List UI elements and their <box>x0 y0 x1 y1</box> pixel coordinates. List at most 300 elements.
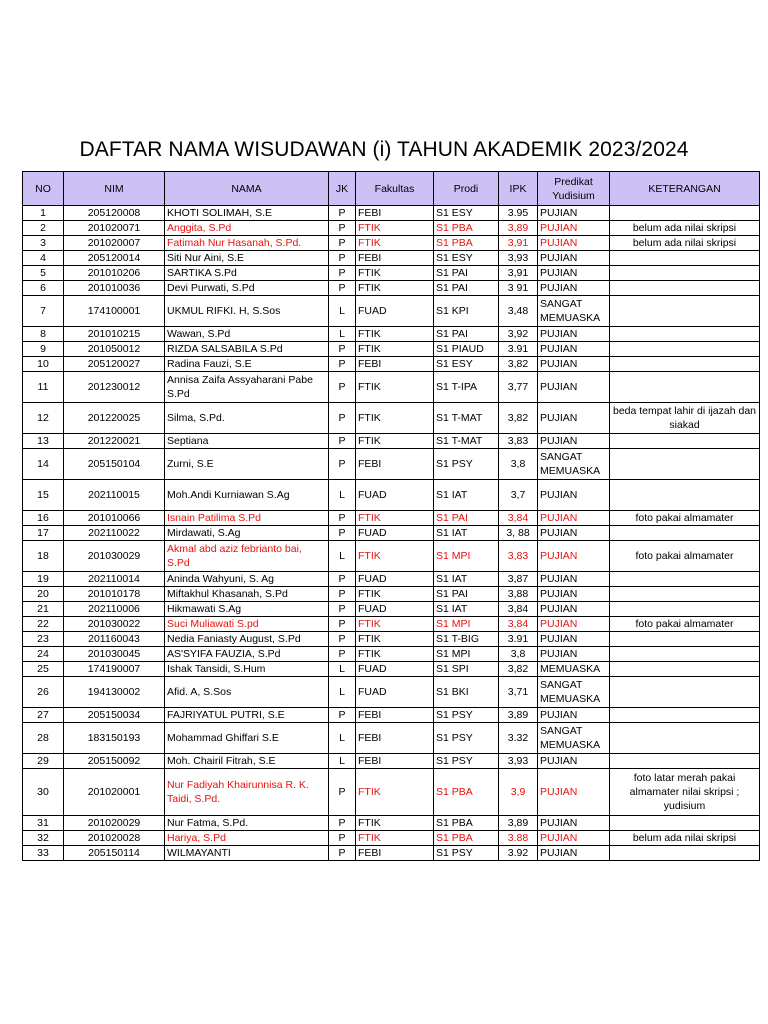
cell-predikat: PUJIAN <box>538 587 610 602</box>
cell-nim: 201010066 <box>64 511 165 526</box>
cell-no: 10 <box>23 357 64 372</box>
cell-prodi: S1 PIAUD <box>434 342 499 357</box>
cell-keterangan: beda tempat lahir di ijazah dan siakad <box>610 403 760 434</box>
cell-jk: L <box>329 723 356 754</box>
cell-nama: Silma, S.Pd. <box>165 403 329 434</box>
cell-no: 8 <box>23 327 64 342</box>
cell-jk: L <box>329 480 356 511</box>
cell-fakultas: FTIK <box>356 236 434 251</box>
graduate-table <box>22 171 760 861</box>
cell-predikat: MEMUASKA <box>538 662 610 677</box>
cell-keterangan <box>610 662 760 677</box>
cell-ipk: 3,89 <box>499 708 538 723</box>
cell-jk: P <box>329 372 356 403</box>
table-row <box>23 769 760 816</box>
cell-nim: 201010036 <box>64 281 165 296</box>
cell-prodi: S1 MPI <box>434 617 499 632</box>
cell-fakultas: FEBI <box>356 449 434 480</box>
cell-no: 28 <box>23 723 64 754</box>
cell-predikat: PUJIAN <box>538 816 610 831</box>
table-row <box>23 831 760 846</box>
cell-ipk: 3,92 <box>499 327 538 342</box>
cell-jk: P <box>329 357 356 372</box>
cell-keterangan: foto pakai almamater <box>610 511 760 526</box>
cell-nama: SARTIKA S.Pd <box>165 266 329 281</box>
cell-prodi: S1 PBA <box>434 221 499 236</box>
cell-ipk: 3,48 <box>499 296 538 327</box>
table-body <box>23 206 760 861</box>
cell-jk: L <box>329 662 356 677</box>
cell-nama: Mirdawati, S.Ag <box>165 526 329 541</box>
cell-keterangan <box>610 327 760 342</box>
cell-nim: 201230012 <box>64 372 165 403</box>
cell-predikat: PUJIAN <box>538 327 610 342</box>
cell-prodi: S1 PSY <box>434 846 499 861</box>
cell-ipk: 3,8 <box>499 647 538 662</box>
cell-no: 33 <box>23 846 64 861</box>
cell-ipk: 3.88 <box>499 831 538 846</box>
cell-jk: P <box>329 602 356 617</box>
cell-jk: P <box>329 572 356 587</box>
cell-no: 29 <box>23 754 64 769</box>
cell-nim: 201220021 <box>64 434 165 449</box>
cell-ipk: 3,89 <box>499 221 538 236</box>
cell-no: 22 <box>23 617 64 632</box>
table-row <box>23 511 760 526</box>
cell-predikat: PUJIAN <box>538 221 610 236</box>
cell-nim: 201010206 <box>64 266 165 281</box>
cell-prodi: S1 IAT <box>434 602 499 617</box>
cell-prodi: S1 BKI <box>434 677 499 708</box>
cell-jk: P <box>329 526 356 541</box>
table-row <box>23 541 760 572</box>
cell-ipk: 3.91 <box>499 342 538 357</box>
cell-predikat: PUJIAN <box>538 480 610 511</box>
cell-fakultas: FEBI <box>356 846 434 861</box>
header-nim: NIM <box>64 172 165 206</box>
cell-predikat: PUJIAN <box>538 602 610 617</box>
cell-ipk: 3.95 <box>499 206 538 221</box>
cell-fakultas: FTIK <box>356 541 434 572</box>
cell-nim: 205120027 <box>64 357 165 372</box>
cell-ipk: 3,7 <box>499 480 538 511</box>
cell-fakultas: FTIK <box>356 587 434 602</box>
header-ipk: IPK <box>499 172 538 206</box>
cell-nama: Nedia Faniasty August, S.Pd <box>165 632 329 647</box>
cell-nim: 202110014 <box>64 572 165 587</box>
table-row <box>23 206 760 221</box>
cell-nim: 174190007 <box>64 662 165 677</box>
cell-ipk: 3,88 <box>499 587 538 602</box>
cell-no: 30 <box>23 769 64 816</box>
table-row <box>23 327 760 342</box>
header-nama: NAMA <box>165 172 329 206</box>
cell-nama: Septiana <box>165 434 329 449</box>
cell-no: 13 <box>23 434 64 449</box>
cell-prodi: S1 IAT <box>434 480 499 511</box>
cell-fakultas: FTIK <box>356 769 434 816</box>
cell-keterangan <box>610 281 760 296</box>
cell-nama: Nur Fatma, S.Pd. <box>165 816 329 831</box>
document-title: DAFTAR NAMA WISUDAWAN (i) TAHUN AKADEMIK 2023/2024 <box>79 138 689 161</box>
cell-jk: P <box>329 206 356 221</box>
cell-keterangan <box>610 251 760 266</box>
cell-predikat: PUJIAN <box>538 617 610 632</box>
cell-nama: Wawan, S.Pd <box>165 327 329 342</box>
cell-fakultas: FTIK <box>356 221 434 236</box>
table-row <box>23 342 760 357</box>
cell-nim: 183150193 <box>64 723 165 754</box>
cell-fakultas: FUAD <box>356 572 434 587</box>
cell-keterangan: foto latar merah pakai almamater nilai skripsi ; yudisium <box>610 769 760 816</box>
cell-predikat: PUJIAN <box>538 372 610 403</box>
cell-ipk: 3,83 <box>499 541 538 572</box>
cell-prodi: S1 PAI <box>434 587 499 602</box>
cell-ipk: 3,82 <box>499 357 538 372</box>
table-row <box>23 403 760 434</box>
cell-ipk: 3 91 <box>499 281 538 296</box>
cell-predikat: PUJIAN <box>538 831 610 846</box>
table-row <box>23 434 760 449</box>
header-keterangan: KETERANGAN <box>610 172 760 206</box>
cell-jk: P <box>329 342 356 357</box>
cell-predikat: PUJIAN <box>538 708 610 723</box>
cell-ipk: 3,93 <box>499 754 538 769</box>
cell-keterangan <box>610 449 760 480</box>
table-row <box>23 296 760 327</box>
cell-predikat: SANGAT MEMUASKA <box>538 677 610 708</box>
cell-no: 27 <box>23 708 64 723</box>
cell-keterangan: belum ada nilai skripsi <box>610 236 760 251</box>
cell-nim: 205150114 <box>64 846 165 861</box>
cell-keterangan <box>610 647 760 662</box>
cell-fakultas: FTIK <box>356 327 434 342</box>
table-row <box>23 617 760 632</box>
cell-nim: 201020007 <box>64 236 165 251</box>
cell-keterangan <box>610 754 760 769</box>
cell-jk: P <box>329 281 356 296</box>
cell-nim: 202110015 <box>64 480 165 511</box>
cell-jk: L <box>329 296 356 327</box>
cell-keterangan: foto pakai almamater <box>610 617 760 632</box>
cell-jk: P <box>329 236 356 251</box>
cell-ipk: 3.91 <box>499 632 538 647</box>
cell-jk: P <box>329 587 356 602</box>
cell-nama: Radina Fauzi, S.E <box>165 357 329 372</box>
cell-keterangan <box>610 723 760 754</box>
cell-jk: P <box>329 221 356 236</box>
cell-prodi: S1 IAT <box>434 526 499 541</box>
table-row <box>23 647 760 662</box>
cell-nim: 201020028 <box>64 831 165 846</box>
cell-fakultas: FEBI <box>356 251 434 266</box>
cell-fakultas: FTIK <box>356 372 434 403</box>
cell-no: 9 <box>23 342 64 357</box>
cell-keterangan <box>610 708 760 723</box>
cell-ipk: 3,77 <box>499 372 538 403</box>
table-row <box>23 572 760 587</box>
cell-nama: Moh. Chairil Fitrah, S.E <box>165 754 329 769</box>
cell-prodi: S1 ESY <box>434 357 499 372</box>
cell-no: 14 <box>23 449 64 480</box>
cell-prodi: S1 MPI <box>434 541 499 572</box>
cell-predikat: PUJIAN <box>538 342 610 357</box>
cell-no: 15 <box>23 480 64 511</box>
table-row <box>23 281 760 296</box>
table-row <box>23 221 760 236</box>
cell-prodi: S1 T-BIG <box>434 632 499 647</box>
cell-nama: AS'SYIFA FAUZIA, S.Pd <box>165 647 329 662</box>
cell-keterangan <box>610 572 760 587</box>
cell-predikat: PUJIAN <box>538 251 610 266</box>
cell-nama: Akmal abd aziz febrianto bai, S.Pd <box>165 541 329 572</box>
cell-nama: Devi Purwati, S.Pd <box>165 281 329 296</box>
cell-nama: Hariya, S.Pd <box>165 831 329 846</box>
cell-fakultas: FTIK <box>356 831 434 846</box>
cell-fakultas: FTIK <box>356 617 434 632</box>
cell-ipk: 3,84 <box>499 602 538 617</box>
cell-prodi: S1 PBA <box>434 769 499 816</box>
table-row <box>23 357 760 372</box>
cell-predikat: PUJIAN <box>538 206 610 221</box>
header-no: NO <box>23 172 64 206</box>
cell-predikat: PUJIAN <box>538 572 610 587</box>
header-fakultas: Fakultas <box>356 172 434 206</box>
cell-prodi: S1 PAI <box>434 266 499 281</box>
cell-nim: 201220025 <box>64 403 165 434</box>
cell-no: 6 <box>23 281 64 296</box>
cell-fakultas: FTIK <box>356 342 434 357</box>
cell-no: 1 <box>23 206 64 221</box>
cell-nama: Hikmawati S.Ag <box>165 602 329 617</box>
cell-nim: 205150034 <box>64 708 165 723</box>
cell-jk: L <box>329 754 356 769</box>
cell-nama: Siti Nur Aini, S.E <box>165 251 329 266</box>
cell-no: 18 <box>23 541 64 572</box>
cell-fakultas: FEBI <box>356 357 434 372</box>
cell-jk: P <box>329 769 356 816</box>
cell-predikat: PUJIAN <box>538 754 610 769</box>
cell-prodi: S1 ESY <box>434 251 499 266</box>
header-prodi: Prodi <box>434 172 499 206</box>
cell-ipk: 3,84 <box>499 617 538 632</box>
cell-no: 2 <box>23 221 64 236</box>
cell-keterangan: foto pakai almamater <box>610 541 760 572</box>
cell-nama: Afid. A, S.Sos <box>165 677 329 708</box>
cell-fakultas: FTIK <box>356 511 434 526</box>
cell-fakultas: FUAD <box>356 480 434 511</box>
cell-jk: P <box>329 434 356 449</box>
cell-jk: P <box>329 266 356 281</box>
cell-nama: Aninda Wahyuni, S. Ag <box>165 572 329 587</box>
cell-no: 23 <box>23 632 64 647</box>
cell-prodi: S1 PAI <box>434 281 499 296</box>
cell-fakultas: FTIK <box>356 647 434 662</box>
cell-nim: 201160043 <box>64 632 165 647</box>
cell-no: 26 <box>23 677 64 708</box>
cell-no: 24 <box>23 647 64 662</box>
cell-jk: P <box>329 846 356 861</box>
cell-no: 17 <box>23 526 64 541</box>
cell-fakultas: FEBI <box>356 754 434 769</box>
cell-ipk: 3, 88 <box>499 526 538 541</box>
cell-fakultas: FTIK <box>356 266 434 281</box>
cell-predikat: PUJIAN <box>538 403 610 434</box>
cell-jk: P <box>329 831 356 846</box>
cell-nama: FAJRIYATUL PUTRI, S.E <box>165 708 329 723</box>
cell-jk: P <box>329 816 356 831</box>
cell-ipk: 3,82 <box>499 403 538 434</box>
cell-keterangan <box>610 206 760 221</box>
cell-jk: P <box>329 617 356 632</box>
cell-keterangan <box>610 632 760 647</box>
table-row <box>23 846 760 861</box>
cell-fakultas: FUAD <box>356 526 434 541</box>
table-row <box>23 632 760 647</box>
cell-no: 31 <box>23 816 64 831</box>
cell-nim: 202110006 <box>64 602 165 617</box>
cell-prodi: S1 PBA <box>434 831 499 846</box>
cell-ipk: 3,91 <box>499 236 538 251</box>
cell-nim: 201020071 <box>64 221 165 236</box>
cell-ipk: 3,91 <box>499 266 538 281</box>
cell-predikat: PUJIAN <box>538 647 610 662</box>
cell-nim: 174100001 <box>64 296 165 327</box>
cell-no: 12 <box>23 403 64 434</box>
cell-predikat: PUJIAN <box>538 541 610 572</box>
cell-nama: Isnain Patilima S.Pd <box>165 511 329 526</box>
cell-nama: KHOTI SOLIMAH, S.E <box>165 206 329 221</box>
cell-jk: P <box>329 449 356 480</box>
cell-predikat: PUJIAN <box>538 511 610 526</box>
cell-nama: WILMAYANTI <box>165 846 329 861</box>
cell-predikat: SANGAT MEMUASKA <box>538 449 610 480</box>
table-row <box>23 754 760 769</box>
cell-nim: 205120014 <box>64 251 165 266</box>
cell-ipk: 3,8 <box>499 449 538 480</box>
table-row <box>23 372 760 403</box>
cell-predikat: PUJIAN <box>538 357 610 372</box>
cell-keterangan <box>610 480 760 511</box>
cell-ipk: 3,82 <box>499 662 538 677</box>
cell-prodi: S1 MPI <box>434 647 499 662</box>
cell-predikat: PUJIAN <box>538 632 610 647</box>
cell-fakultas: FUAD <box>356 296 434 327</box>
cell-nim: 201010178 <box>64 587 165 602</box>
cell-prodi: S1 T-IPA <box>434 372 499 403</box>
cell-nim: 202110022 <box>64 526 165 541</box>
cell-prodi: S1 PBA <box>434 816 499 831</box>
cell-ipk: 3,71 <box>499 677 538 708</box>
cell-nim: 205120008 <box>64 206 165 221</box>
header-row <box>23 172 760 206</box>
table-row <box>23 677 760 708</box>
table-row <box>23 723 760 754</box>
cell-prodi: S1 T-MAT <box>434 403 499 434</box>
cell-nim: 201020001 <box>64 769 165 816</box>
cell-nama: RIZDA SALSABILA S.Pd <box>165 342 329 357</box>
cell-keterangan <box>610 357 760 372</box>
cell-ipk: 3,84 <box>499 511 538 526</box>
cell-fakultas: FTIK <box>356 434 434 449</box>
cell-fakultas: FEBI <box>356 206 434 221</box>
cell-fakultas: FTIK <box>356 403 434 434</box>
cell-no: 4 <box>23 251 64 266</box>
cell-prodi: S1 PSY <box>434 449 499 480</box>
cell-no: 7 <box>23 296 64 327</box>
header-predikat: Predikat Yudisium <box>538 172 610 206</box>
cell-keterangan <box>610 677 760 708</box>
cell-jk: P <box>329 632 356 647</box>
cell-no: 3 <box>23 236 64 251</box>
cell-keterangan <box>610 846 760 861</box>
cell-predikat: PUJIAN <box>538 526 610 541</box>
cell-prodi: S1 T-MAT <box>434 434 499 449</box>
cell-no: 25 <box>23 662 64 677</box>
cell-keterangan <box>610 266 760 281</box>
cell-keterangan <box>610 526 760 541</box>
cell-keterangan <box>610 296 760 327</box>
cell-fakultas: FUAD <box>356 662 434 677</box>
cell-no: 21 <box>23 602 64 617</box>
cell-jk: P <box>329 251 356 266</box>
cell-predikat: PUJIAN <box>538 846 610 861</box>
cell-ipk: 3,83 <box>499 434 538 449</box>
cell-nama: Zurni, S.E <box>165 449 329 480</box>
cell-keterangan: belum ada nilai skripsi <box>610 221 760 236</box>
cell-fakultas: FUAD <box>356 602 434 617</box>
cell-keterangan <box>610 587 760 602</box>
cell-prodi: S1 KPI <box>434 296 499 327</box>
cell-nama: Annisa Zaifa Assyaharani Pabe S.Pd <box>165 372 329 403</box>
cell-predikat: SANGAT MEMUASKA <box>538 296 610 327</box>
cell-jk: P <box>329 647 356 662</box>
cell-keterangan <box>610 602 760 617</box>
cell-ipk: 3.32 <box>499 723 538 754</box>
cell-nim: 201030022 <box>64 617 165 632</box>
cell-prodi: S1 PSY <box>434 754 499 769</box>
cell-prodi: S1 ESY <box>434 206 499 221</box>
cell-nim: 201030045 <box>64 647 165 662</box>
cell-prodi: S1 PBA <box>434 236 499 251</box>
cell-prodi: S1 PAI <box>434 511 499 526</box>
table-row <box>23 266 760 281</box>
cell-fakultas: FTIK <box>356 632 434 647</box>
cell-nim: 194130002 <box>64 677 165 708</box>
cell-ipk: 3,9 <box>499 769 538 816</box>
cell-prodi: S1 IAT <box>434 572 499 587</box>
cell-jk: P <box>329 403 356 434</box>
cell-predikat: PUJIAN <box>538 266 610 281</box>
cell-ipk: 3,89 <box>499 816 538 831</box>
cell-no: 32 <box>23 831 64 846</box>
cell-keterangan: belum ada nilai skripsi <box>610 831 760 846</box>
cell-ipk: 3,87 <box>499 572 538 587</box>
cell-fakultas: FUAD <box>356 677 434 708</box>
cell-keterangan <box>610 372 760 403</box>
cell-nama: Fatimah Nur Hasanah, S.Pd. <box>165 236 329 251</box>
cell-no: 5 <box>23 266 64 281</box>
cell-keterangan <box>610 434 760 449</box>
table-row <box>23 708 760 723</box>
cell-nim: 205150092 <box>64 754 165 769</box>
cell-jk: L <box>329 541 356 572</box>
cell-no: 16 <box>23 511 64 526</box>
cell-predikat: PUJIAN <box>538 769 610 816</box>
cell-prodi: S1 PSY <box>434 708 499 723</box>
cell-jk: P <box>329 511 356 526</box>
cell-no: 20 <box>23 587 64 602</box>
